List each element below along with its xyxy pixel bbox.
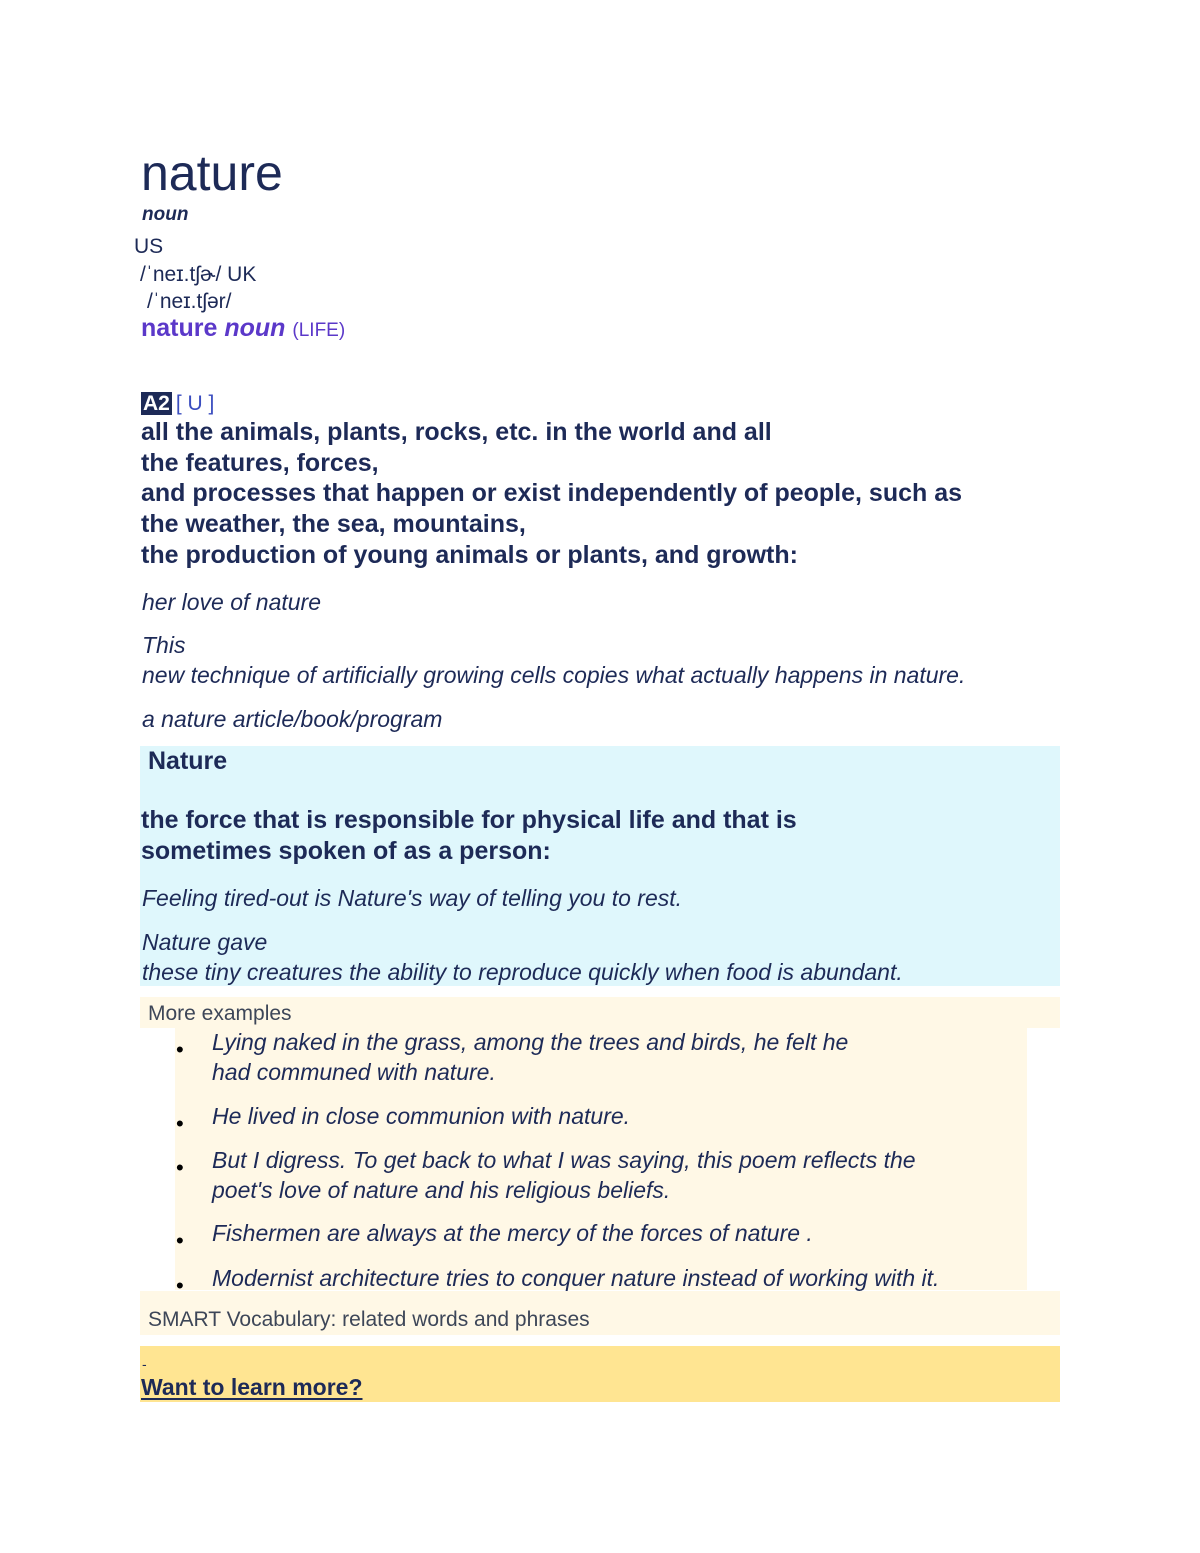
sense-guideword: (LIFE) [292,320,346,341]
cefr-level-badge: A2 [143,392,170,415]
example-sentence: a nature article/book/program [142,706,443,732]
grammar-code[interactable]: [ U ] [175,392,215,415]
subsense-example: Feeling tired-out is Nature's way of telling you to rest. [142,885,683,911]
sense-word: nature [141,314,218,342]
sense-pos: noun [224,314,286,342]
sense-heading [141,314,345,343]
more-example-line: But I digress. To get back to what I was saying, this poem reflects the [212,1147,916,1173]
example-sentence: her love of nature [142,589,322,615]
part-of-speech: noun [142,204,189,225]
definition-line: the production of young animals or plants, and growth: [141,541,798,569]
more-examples-toggle[interactable]: More examples [148,1002,292,1025]
example-sentence: This [142,632,186,658]
subsense-definition-line: sometimes spoken of as a person: [141,837,551,865]
uk-pronunciation: /ˈneɪ.tʃər/ [147,290,232,313]
more-example-line: Modernist architecture tries to conquer nature instead of working with it. [212,1265,940,1291]
more-example-line: had communed with nature. [212,1059,496,1085]
more-example-line: poet's love of nature and his religious beliefs. [212,1177,671,1203]
more-example-line: Lying naked in the grass, among the trees and birds, he felt he [212,1029,849,1055]
bullet-icon: • [176,1273,184,1298]
bullet-icon: • [176,1155,184,1180]
more-example-line: Fishermen are always at the mercy of the forces of nature . [212,1220,813,1246]
definition-line: the weather, the sea, mountains, [141,510,526,538]
definition-line: all the animals, plants, rocks, etc. in the world and all [141,418,772,446]
level-row [141,392,214,416]
subsense-heading: Nature [148,747,228,775]
smart-vocabulary-link[interactable]: SMART Vocabulary: related words and phrases [148,1308,590,1331]
definition-line: and processes that happen or exist independently of people, such as [141,479,963,507]
example-sentence: new technique of artificially growing cells copies what actually happens in nature. [142,662,966,688]
bullet-icon: • [176,1111,184,1136]
subsense-definition-line: the force that is responsible for physical life and that is [141,806,797,834]
more-example-line: He lived in close communion with nature. [212,1103,631,1129]
definition-line: the features, forces, [141,449,379,477]
bullet-icon: • [176,1037,184,1062]
subsense-example: these tiny creatures the ability to reproduce quickly when food is abundant. [142,959,903,985]
headword: nature [141,145,283,201]
subsense-example: Nature gave [142,929,268,955]
us-label: US [134,235,164,258]
want-to-learn-more-link[interactable]: Want to learn more? [141,1374,363,1400]
bullet-icon: • [176,1228,184,1253]
dash-marker: - [142,1356,147,1372]
us-pronunciation: /ˈneɪ.tʃɚ/ UK [140,263,257,286]
